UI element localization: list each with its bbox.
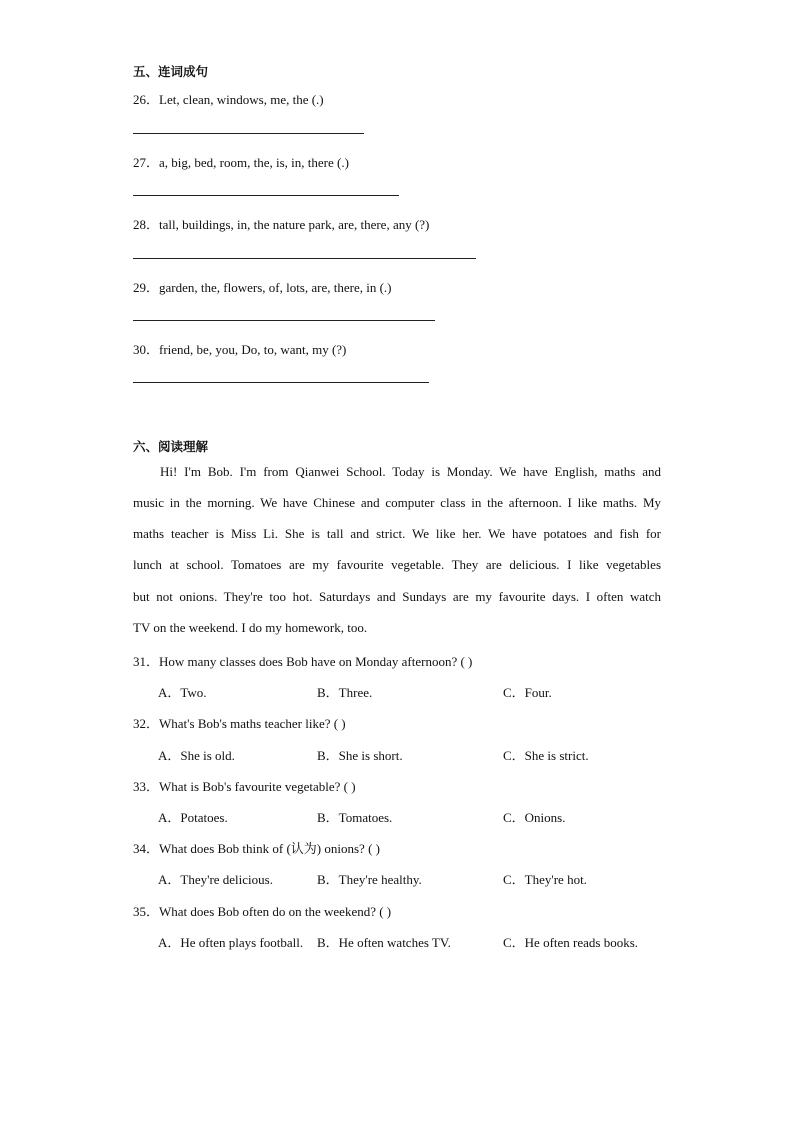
question-number: 33．	[133, 779, 160, 794]
question-text: What is Bob's favourite vegetable? ( )	[159, 779, 356, 794]
answer-line-29[interactable]	[133, 320, 435, 321]
question-number: 32．	[133, 716, 160, 731]
question-text: Let, clean, windows, me, the (.)	[159, 92, 324, 107]
passage-line: lunch at school. Tomatoes are my favourite vegetable. They are delicious. I like vegetables	[133, 557, 661, 572]
question-text: tall, buildings, in, the nature park, are, there, any (?)	[159, 217, 430, 232]
option-c[interactable]: C．Onions.	[503, 810, 566, 825]
question-text: What does Bob think of (认为) onions? ( )	[159, 841, 380, 856]
answer-line-30[interactable]	[133, 382, 429, 383]
option-c[interactable]: C．They're hot.	[503, 872, 587, 887]
answer-line-28[interactable]	[133, 258, 476, 259]
question-text: friend, be, you, Do, to, want, my (?)	[159, 342, 347, 357]
option-c[interactable]: C．She is strict.	[503, 748, 589, 763]
question-number: 34．	[133, 841, 160, 856]
question-35	[133, 901, 391, 920]
option-b[interactable]: B．She is short.	[317, 748, 403, 763]
question-number: 27．	[133, 155, 160, 170]
option-a[interactable]: A．She is old.	[158, 748, 235, 763]
question-text: What's Bob's maths teacher like? ( )	[159, 716, 346, 731]
question-text: What does Bob often do on the weekend? ( )	[159, 904, 392, 919]
question-number: 26．	[133, 92, 160, 107]
option-c[interactable]: C．He often reads books.	[503, 935, 639, 950]
question-number: 35．	[133, 904, 160, 919]
question-text: a, big, bed, room, the, is, in, there (.)	[159, 155, 349, 170]
question-number: 28．	[133, 217, 160, 232]
question-29	[133, 277, 392, 296]
question-26	[133, 89, 324, 108]
option-b[interactable]: B．Three.	[317, 685, 373, 700]
question-32	[133, 713, 346, 732]
question-31	[133, 651, 472, 670]
passage-line: maths teacher is Miss Li. She is tall and strict. We like her. We have potatoes and fish for	[133, 526, 661, 541]
option-a[interactable]: A．Potatoes.	[158, 810, 228, 825]
section-title-reading: 六、阅读理解	[133, 439, 209, 454]
question-number: 29．	[133, 280, 160, 295]
option-b[interactable]: B．They're healthy.	[317, 872, 422, 887]
option-b[interactable]: B．Tomatoes.	[317, 810, 393, 825]
passage-line: but not onions. They're too hot. Saturdays and Sundays are my favourite days. I often watch	[133, 589, 661, 604]
question-number: 31．	[133, 654, 160, 669]
passage-line: Hi! I'm Bob. I'm from Qianwei School. Today is Monday. We have English, maths and	[160, 464, 661, 479]
question-number: 30．	[133, 342, 160, 357]
passage-line: TV on the weekend. I do my homework, too.	[133, 620, 368, 635]
option-a[interactable]: A．He often plays football.	[158, 935, 304, 950]
question-28	[133, 214, 429, 233]
option-c[interactable]: C．Four.	[503, 685, 552, 700]
answer-line-26[interactable]	[133, 133, 364, 134]
question-text: garden, the, flowers, of, lots, are, there, in (.)	[159, 280, 392, 295]
passage-line: music in the morning. We have Chinese and computer class in the afternoon. I like maths. My	[133, 495, 661, 510]
option-b[interactable]: B．He often watches TV.	[317, 935, 451, 950]
question-34	[133, 838, 380, 857]
question-30	[133, 339, 346, 358]
answer-line-27[interactable]	[133, 195, 399, 196]
option-a[interactable]: A．They're delicious.	[158, 872, 273, 887]
question-33	[133, 776, 356, 795]
option-a[interactable]: A．Two.	[158, 685, 207, 700]
question-text: How many classes does Bob have on Monday afternoon? ( )	[159, 654, 473, 669]
question-27	[133, 152, 349, 171]
section-title-sentence-building: 五、连词成句	[133, 64, 209, 79]
